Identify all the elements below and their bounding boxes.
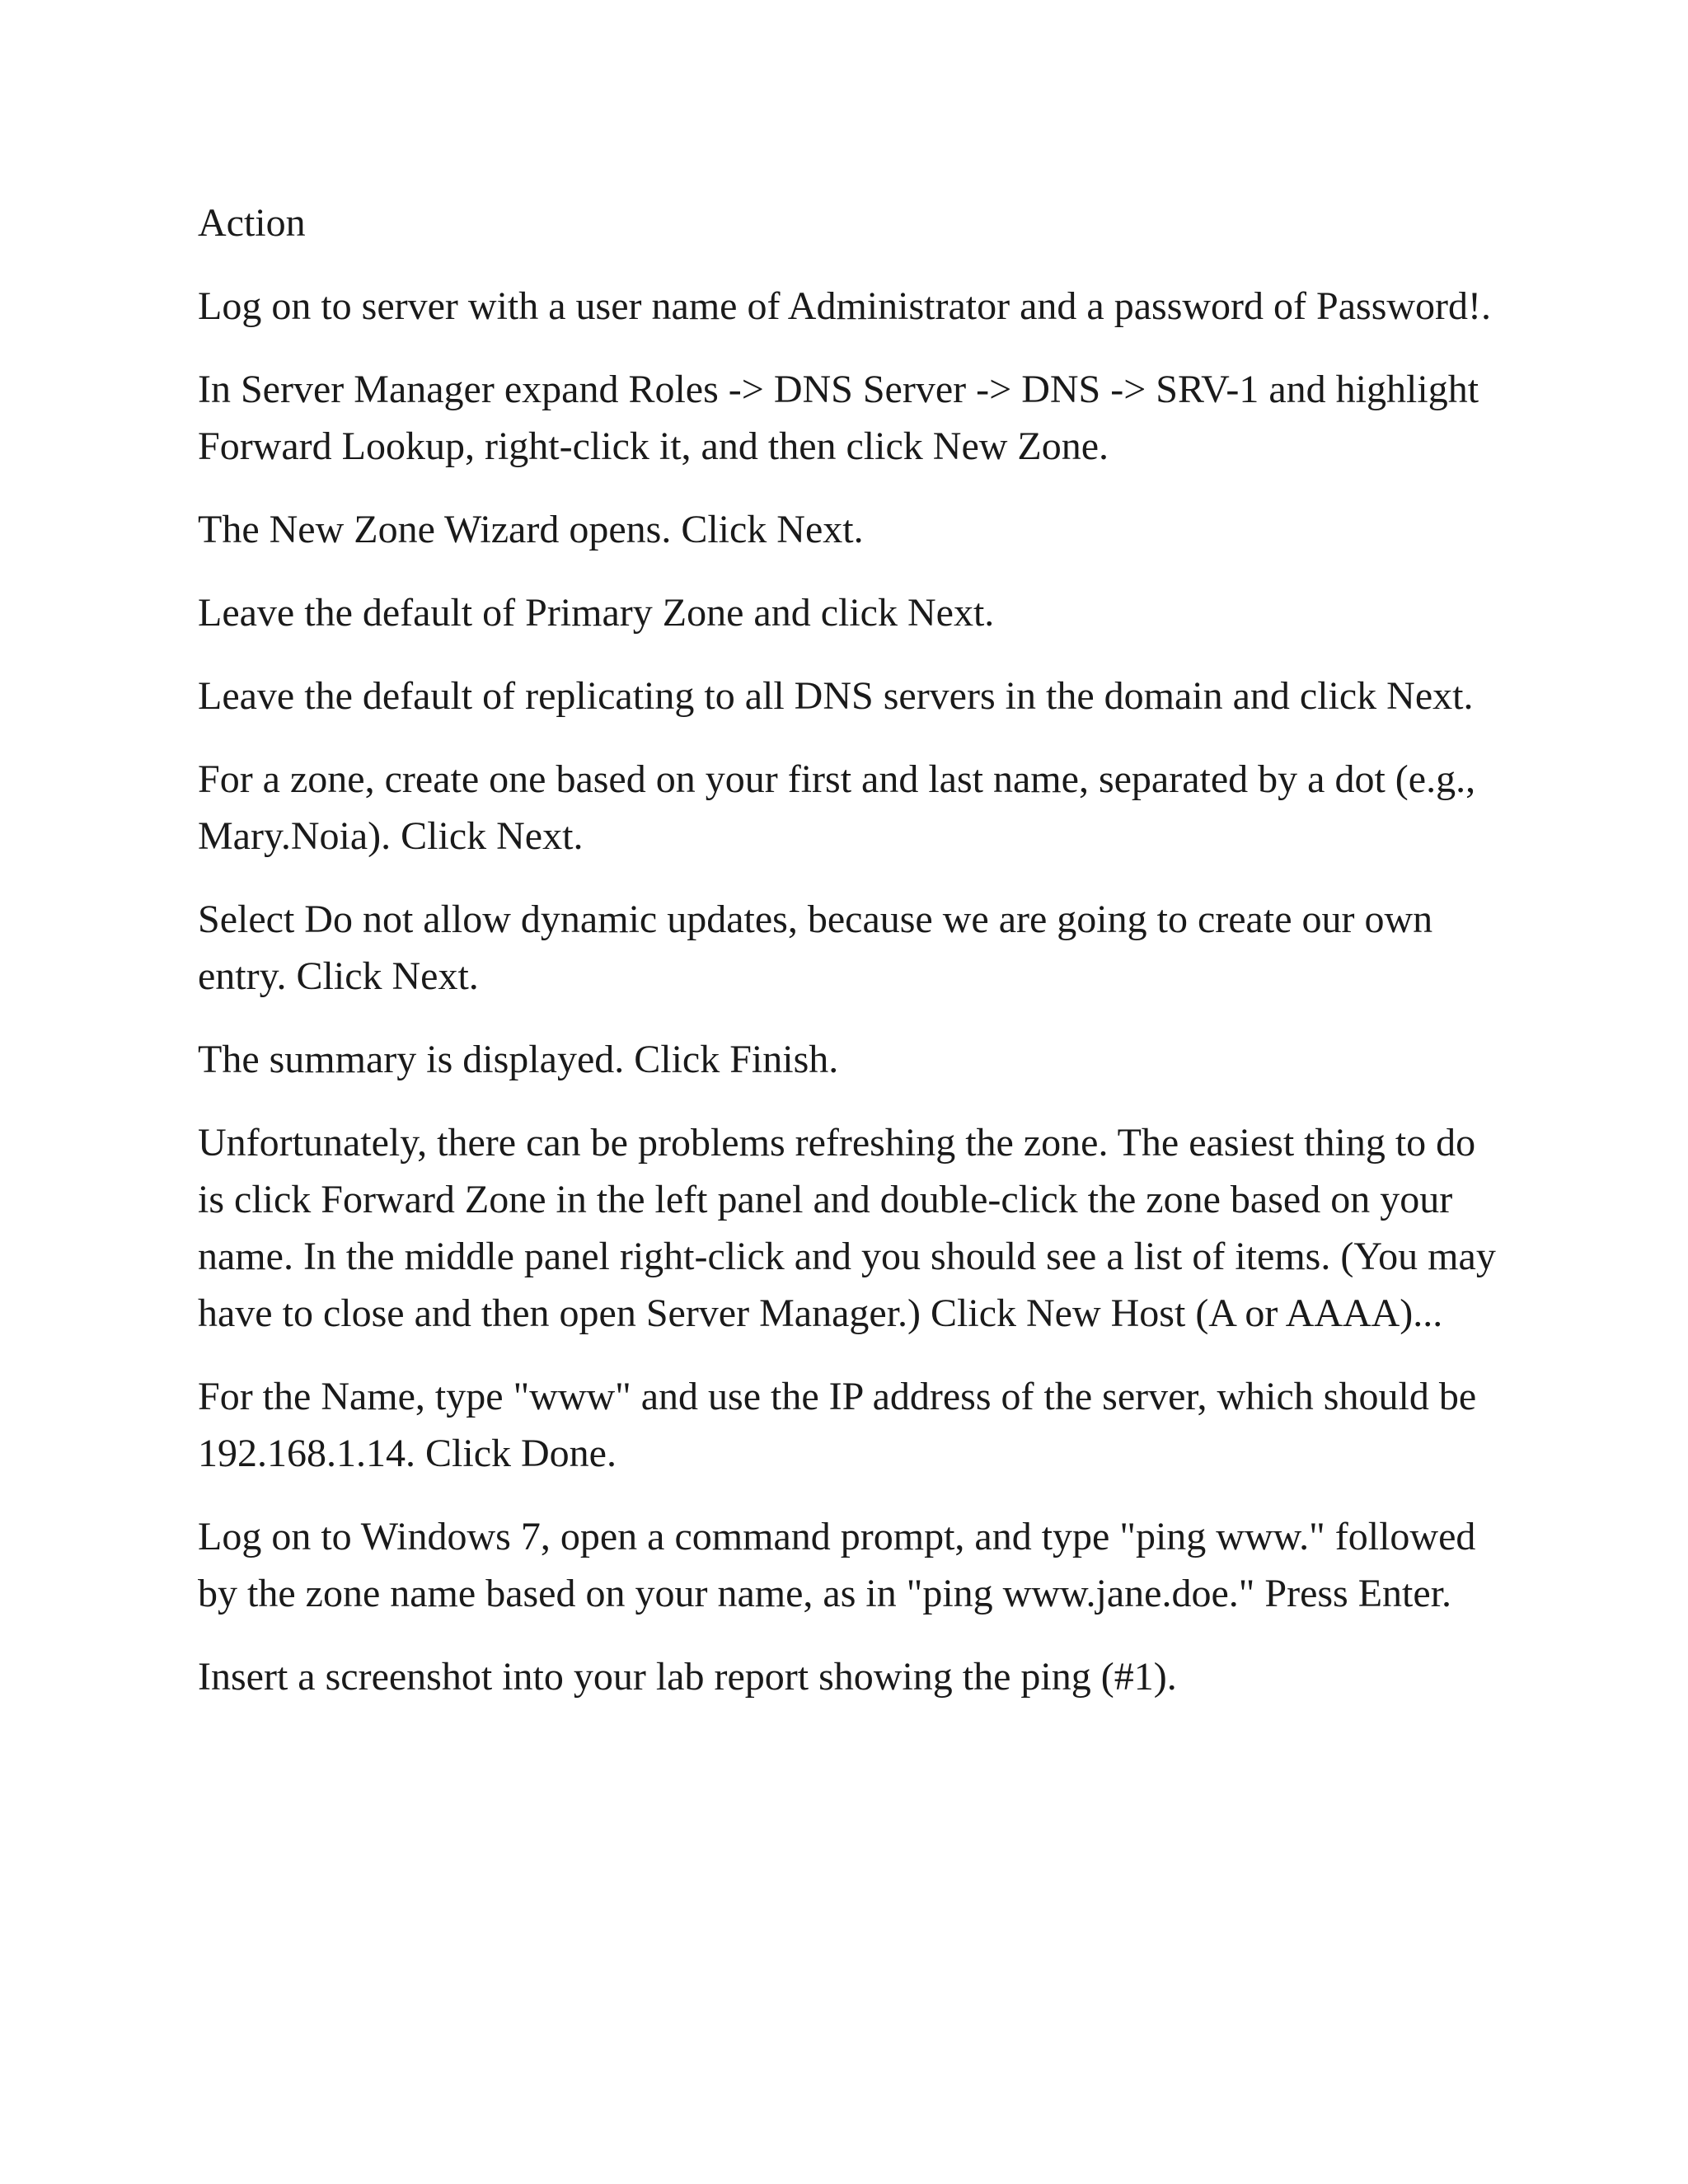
step-paragraph-3: The New Zone Wizard opens. Click Next. [198,508,864,551]
step-paragraph-11: Log on to Windows 7, open a command prompt, and type "ping www." followed by the zone name based on your name, as in "ping www.jane.doe." Press Enter. [198,1515,1476,1615]
step-paragraph-6: For a zone, create one based on your first and last name, separated by a dot (e.g., Mary.Noia). Click Next. [198,757,1476,858]
step-paragraph-5: Leave the default of replicating to all DNS servers in the domain and click Next. [198,674,1474,718]
step-paragraph-2: In Server Manager expand Roles -> DNS Server -> DNS -> SRV-1 and highlight Forward Lookup, right-click it, and then click New Zone. [198,368,1479,468]
step-paragraph-4: Leave the default of Primary Zone and click Next. [198,591,995,635]
document-body [198,194,1500,1732]
step-paragraph-9: Unfortunately, there can be problems refreshing the zone. The easiest thing to do is click Forward Zone in the left panel and double-click the zone based on your name. In the middle panel right-click and you should see a list of items. (You may have to close and then open Server Manager.) Click New Host (A or AAAA)... [198,1121,1496,1335]
section-heading: Action [198,201,306,245]
step-paragraph-7: Select Do not allow dynamic updates, because we are going to create our own entry. Click Next. [198,898,1433,998]
step-paragraph-8: The summary is displayed. Click Finish. [198,1038,839,1081]
step-paragraph-1: Log on to server with a user name of Administrator and a password of Password!. [198,284,1491,328]
step-paragraph-10: For the Name, type "www" and use the IP address of the server, which should be 192.168.1.14. Click Done. [198,1375,1477,1475]
step-paragraph-12: Insert a screenshot into your lab report showing the ping (#1). [198,1655,1177,1699]
